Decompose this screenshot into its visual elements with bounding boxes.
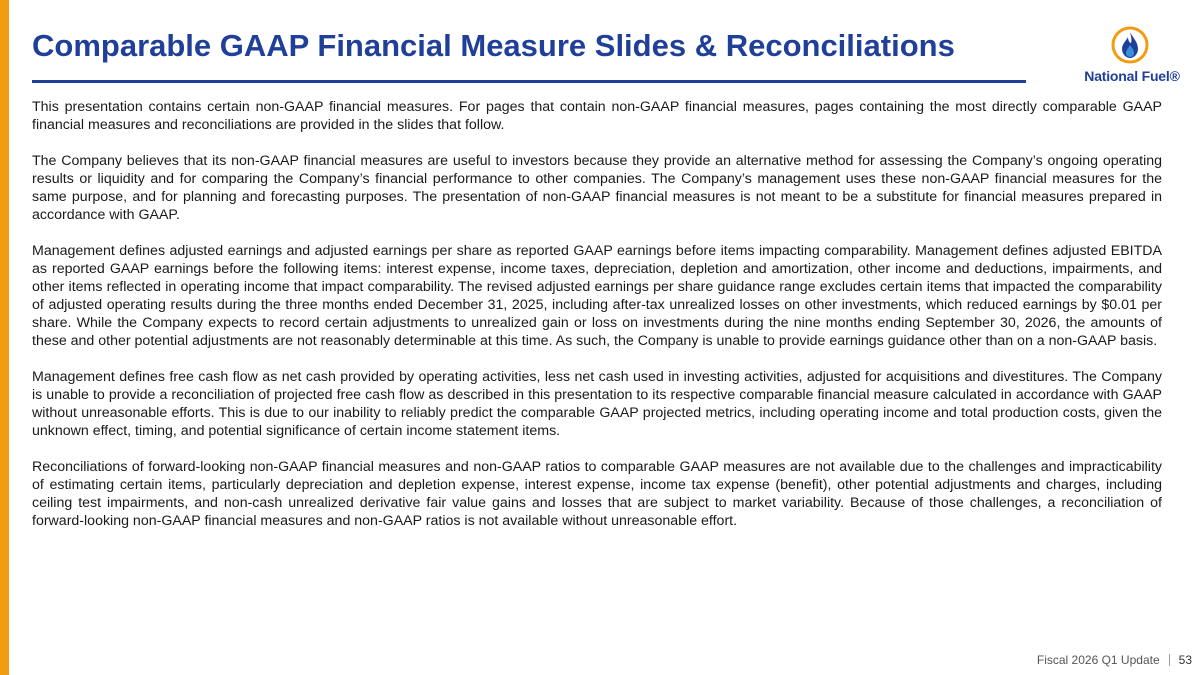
paragraph-usefulness: The Company believes that its non-GAAP financial measures are useful to investors because they provide an alternative method for assessing the Company’s ongoing operating results or liquidity and for comparing the Company’s financial performance to other companies. The Company’s management uses these non-GAAP financial measures for the same purpose, and for planning and forecasting purposes. The presentation of non-GAAP financial measures is not meant to be a substitute for financial measures prepared in accordance with GAAP. — [32, 153, 1162, 223]
page-number: 53 — [1178, 653, 1192, 667]
paragraph-forward-looking: Reconciliations of forward-looking non-GAAP financial measures and non-GAAP ratios to comparable GAAP measures are not available due to the challenges and impracticability of estimating certain items, particularly depreciation and depletion expense, interest expense, income tax expense (benefit), other potential adjustments and charges, including ceiling test impairments, and non-cash unrealized derivative fair value gains and losses that are subject to market variability. Because of those challenges, a reconciliation of forward-looking non-GAAP financial measures and non-GAAP ratios is not available without unreasonable effort. — [32, 459, 1162, 529]
company-logo — [1074, 26, 1190, 86]
logo-wordmark: National Fuel® — [1084, 68, 1180, 84]
accent-bar — [0, 0, 9, 675]
paragraph-free-cash-flow: Management defines free cash flow as net cash provided by operating activities, less net cash used in investing activities, adjusted for acquisitions and divestitures. The Company is unable to provide a reconciliation of projected free cash flow as described in this presentation to its respective comparable financial measure calculated in accordance with GAAP without unreasonable efforts. This is due to our inability to reliably predict the comparable GAAP projected metrics, including operating income and total production costs, given the unknown effect, timing, and potential significance of certain income statement items. — [32, 369, 1162, 439]
slide-footer — [1037, 653, 1192, 667]
body-content — [32, 98, 1162, 548]
slide-title: Comparable GAAP Financial Measure Slides & Reconciliations — [32, 28, 955, 63]
flame-logo-icon — [1111, 26, 1149, 64]
footer-separator — [1169, 654, 1170, 666]
title-divider — [32, 80, 1026, 83]
paragraph-adjusted-earnings: Management defines adjusted earnings and adjusted earnings per share as reported GAAP earnings before items impacting comparability. Management defines adjusted EBITDA as reported GAAP earnings before the following items: interest expense, income taxes, depreciation, depletion and amortization, other income and deductions, impairments, and other items reflected in operating income that impact comparability. The revised adjusted earnings per share guidance range excludes certain items that impacted the comparability of adjusted operating results during the three months ended December 31, 2025, including after-tax unrealized losses on other investments, which reduced earnings by $0.01 per share. While the Company expects to record certain adjustments to unrealized gain or loss on investments during the nine months ending September 30, 2026, the amounts of these and other potential adjustments are not reasonably determinable at this time. As such, the Company is unable to provide earnings guidance other than on a non-GAAP basis. — [32, 243, 1162, 349]
footer-label: Fiscal 2026 Q1 Update — [1036, 653, 1160, 667]
paragraph-intro: This presentation contains certain non-GAAP financial measures. For pages that contain non-GAAP financial measures, pages containing the most directly comparable GAAP financial measures and reconciliations are provided in the slides that follow. — [32, 99, 1162, 133]
